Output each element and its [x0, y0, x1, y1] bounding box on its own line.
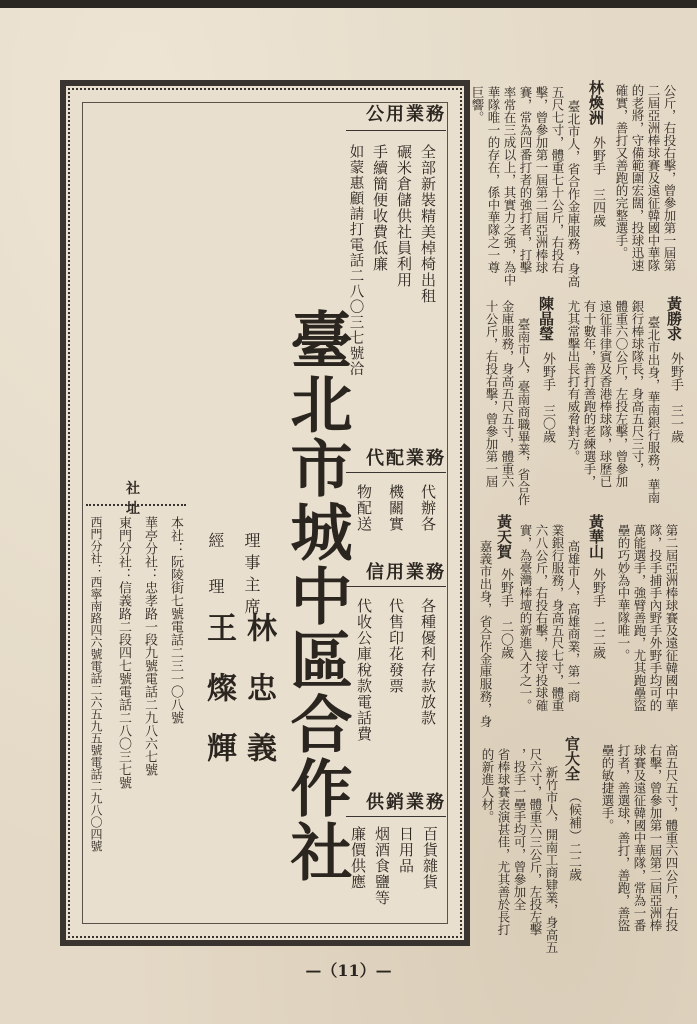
address-line-1: 本社：阮陵街七號電話二三一〇八號 — [168, 516, 183, 724]
wavy-divider — [86, 504, 186, 506]
agency-line-2: 機關實 — [387, 484, 405, 532]
credit-line-3: 代收公庫稅款電話費 — [355, 598, 373, 742]
lin-line-3: 擊，曾參加第一屆第二屆亞洲棒球 — [534, 86, 549, 274]
huang-line-1: 臺北市出身，華南銀行服務，華南 — [646, 316, 661, 504]
player-position-lin: 外野手 三四歲 — [590, 136, 605, 227]
huanghs-line-4: 實，為臺灣棒壇的新進入才之一。 — [518, 524, 533, 712]
address-heading: 社址 — [126, 481, 180, 517]
divider — [346, 472, 446, 473]
huangtj-line-6: 壘的敏捷選手。 — [600, 744, 615, 832]
top-scan-edge — [0, 0, 697, 8]
section-head-agency: 代配業務 — [366, 448, 446, 469]
divider — [346, 586, 446, 587]
guan-line-1: 新竹市人，開南工商肄業，身高五 — [544, 766, 559, 954]
player-name-guan: 官大全 — [563, 736, 581, 781]
manager-label: 經理 — [206, 532, 225, 624]
article-col1-line-4: 確實，善打又善跑的完整選手。 — [614, 84, 629, 259]
huang-line-4: 遠征菲律賓及香港棒球隊，球歷已 — [598, 300, 613, 488]
divider — [346, 816, 446, 817]
public-line-2: 碾米倉儲供社員利用 — [395, 144, 413, 288]
lin-line-7: 巨響。 — [470, 86, 485, 124]
public-line-4: 如蒙惠顧請打電話二八〇三七號洽 — [347, 144, 364, 377]
huanghs-line-3: 六八公斤，右投右擊，接守投球確 — [534, 524, 549, 712]
article-col1-line-1: 公斤，右投右擊，曾參加第一屆第 — [662, 84, 677, 272]
advertisement-title: 臺北市城中區合作社 — [280, 308, 353, 884]
chen-line-2: 金庫服務，身高五尺五寸，體重六 — [500, 300, 515, 488]
article-col1-line-3: 的老將，守備範圍宏闊，投球迅速 — [630, 84, 645, 272]
player-position-huang-tianhe: 外野手 二〇歲 — [498, 568, 513, 659]
mid-line-2: 隊，投手捕手內野手外野手均可的 — [648, 524, 663, 712]
huang-line-3: 體重六〇公斤，左投左擊，曾參加 — [614, 300, 629, 488]
divider — [346, 130, 446, 131]
agency-line-1: 代辦各 — [419, 484, 437, 532]
player-position-huang-huashan: 外野手 二二歲 — [590, 568, 605, 659]
address-line-2: 華亭分社：忠孝路一段九號電話二九八六七號 — [142, 516, 157, 776]
address-line-3: 東門分社：信義路二段四七號電話二八〇三七號 — [116, 516, 131, 789]
mid-line-4: 壘的巧妙為中華隊唯一。 — [616, 524, 631, 662]
huangtj-line-5: 打者，善選球，善打，善跑，善盜 — [616, 744, 631, 932]
public-line-1: 全部新裝精美棹椅出租 — [419, 144, 437, 304]
player-name-huang-tianhe: 黃天賀 — [495, 514, 513, 559]
lin-line-6: 華隊唯一的存在，係中華隊之一尊 — [486, 86, 501, 274]
bleed-through-glyphs — [10, 150, 59, 184]
player-name-chen: 陳晶瑩 — [537, 296, 555, 341]
chairman-name: 林忠義 — [241, 612, 276, 792]
huangtj-line-4: 球賽及遠征韓國中華隊，常為一番 — [632, 744, 647, 932]
player-name-huang-shengqiu: 黃勝求 — [665, 296, 683, 341]
section-head-public: 公用業務 — [366, 104, 446, 125]
agency-line-3: 物配送 — [355, 484, 373, 532]
lin-line-4: 賽，常為四番打者的強打者，打擊 — [518, 86, 533, 274]
guan-line-3: ，投手一壘手均可，曾參加全 — [512, 748, 527, 911]
huanghs-line-1: 高雄市人，高雄商業，第一商 — [566, 540, 581, 703]
chairman-label: 理事主席 — [242, 532, 261, 620]
supply-line-2: 日用品 — [397, 826, 415, 874]
manager-name: 王燦輝 — [201, 612, 236, 792]
huang-line-2: 銀行棒球隊長，身高五尺三寸， — [630, 300, 645, 475]
article-col1-line-2: 二屆亞洲棒球賽及遠征韓國中華隊 — [646, 84, 661, 272]
huanghs-line-2: 業銀行服務，身高五尺七寸，體重 — [550, 524, 565, 712]
chen-line-3: 十公斤，右投右擊，曾參加第一屆 — [484, 300, 499, 488]
lin-line-5: 率常在三成以上，其實力之強，為中 — [502, 86, 517, 286]
section-head-supply: 供銷業務 — [366, 792, 446, 813]
section-head-credit: 信用業務 — [366, 562, 446, 583]
mid-line-1: 第二屆亞洲棒球賽及遠征韓國中華 — [664, 524, 679, 712]
player-position-guan: （候補）二二歲 — [566, 790, 581, 881]
supply-line-1: 百貨雜貨 — [421, 826, 439, 890]
huangtj-line-2: 高五尺五寸，體重六四公斤，右投 — [664, 744, 679, 932]
huangtj-line-3: 右擊，曾參加第一屆第二屆亞洲棒 — [648, 744, 663, 932]
player-position-chen: 外野手 三〇歲 — [540, 352, 555, 443]
page-number: —（11）— — [305, 961, 392, 980]
credit-line-1: 各種優利存款放款 — [419, 598, 437, 726]
player-name-lin: 林煥洲 — [587, 80, 605, 125]
huang-line-6: 尤其常擊出長打有威脅對方。 — [566, 300, 581, 463]
supply-line-4: 廉價供應 — [349, 826, 367, 890]
supply-line-3: 烟酒食鹽等 — [373, 826, 391, 906]
mid-line-3: 萬能選手，強臂善跑，尤其跑壘盜 — [632, 524, 647, 712]
guan-line-4: 省棒球賽表演甚佳，尤其善於長打 — [496, 748, 511, 936]
player-position-huang-shengqiu: 外野手 三一歲 — [668, 352, 683, 443]
guan-line-2: 尺六寸，體重六三公斤，左投左擊 — [528, 748, 543, 936]
lin-line-1: 臺北市人，省合作金庫服務，身高 — [566, 100, 581, 288]
huangtj-line-1: 嘉義市出身，省合作金庫服務，身 — [478, 540, 493, 728]
address-line-4: 西門分社：西寧南路四六號電話二六五九五號電話二九八〇四號 — [89, 516, 103, 852]
player-name-huang-huashan: 黃華山 — [587, 514, 605, 559]
credit-line-2: 代售印花發票 — [387, 598, 405, 694]
guan-line-5: 的新進人材。 — [480, 748, 495, 823]
lin-line-2: 五尺七寸，體重七十公斤，右投右 — [550, 86, 565, 274]
public-line-3: 手續簡便收費低廉 — [371, 144, 389, 272]
chen-line-1: 臺南市人，臺南商職畢業，省合作 — [516, 318, 531, 506]
huang-line-5: 有十數年，善打善跑的老練選手， — [582, 300, 597, 488]
